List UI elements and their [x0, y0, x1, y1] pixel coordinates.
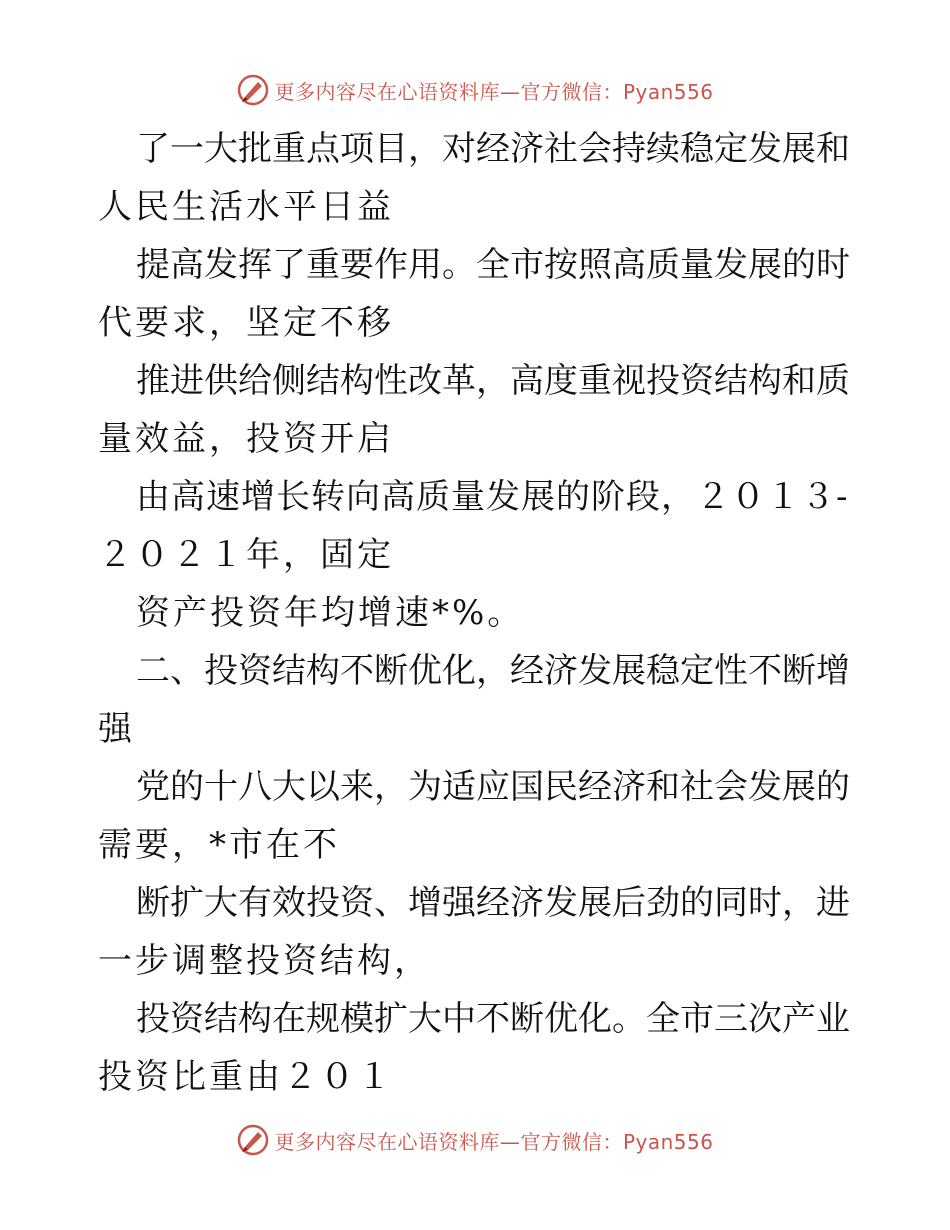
text-line: 断扩大有效投资、增强经济发展后劲的同时，进 — [136, 883, 850, 923]
text-line: 投资比重由２０１ — [98, 1057, 394, 1097]
text-line: ２０２１年，固定 — [98, 535, 394, 575]
watermark-text: 更多内容尽在心语资料库—官方微信：Pyan556 — [274, 79, 714, 104]
text-line: 需要，*市在不 — [98, 825, 340, 865]
text-line: 提高发挥了重要作用。全市按照高质量发展的时 — [136, 245, 850, 285]
text-line: 资产投资年均增速*%。 — [136, 593, 525, 633]
text-line: 推进供给侧结构性改革，高度重视投资结构和质 — [136, 361, 850, 401]
text-line: 党的十八大以来，为适应国民经济和社会发展的 — [136, 767, 850, 807]
watermark-banner-bottom — [0, 1120, 950, 1160]
pen-logo-icon — [236, 73, 270, 107]
text-line: 二、投资结构不断优化，经济发展稳定性不断增 — [136, 651, 850, 691]
watermark-text: 更多内容尽在心语资料库—官方微信：Pyan556 — [274, 1129, 714, 1154]
text-line: 了一大批重点项目，对经济社会持续稳定发展和 — [136, 129, 850, 169]
text-line: 投资结构在规模扩大中不断优化。全市三次产业 — [136, 999, 850, 1039]
text-line: 强 — [98, 709, 135, 749]
pen-logo-icon — [236, 1123, 270, 1157]
text-line: 量效益，投资开启 — [98, 419, 394, 459]
text-line: 人民生活水平日益 — [98, 187, 394, 227]
text-line: 代要求，坚定不移 — [98, 303, 394, 343]
text-line: 一步调整投资结构， — [98, 941, 431, 981]
watermark-banner-top — [0, 70, 950, 110]
text-line: 由高速增长转向高质量发展的阶段，２０１３- — [136, 477, 849, 517]
document-body — [98, 120, 858, 1106]
